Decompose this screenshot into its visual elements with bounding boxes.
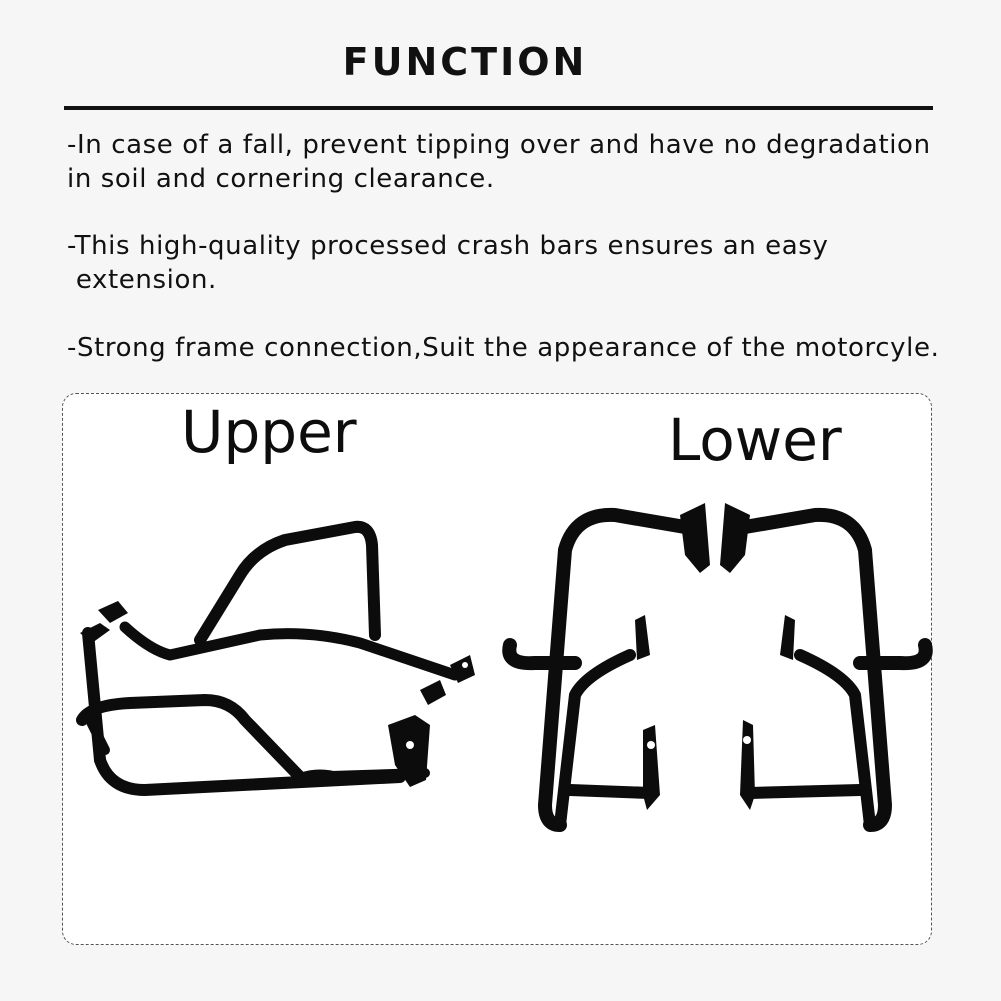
lower-label: Lower	[668, 406, 842, 474]
page-title: FUNCTION	[342, 40, 588, 84]
lower-crash-bar-image	[495, 495, 940, 840]
feature-easy-extension: -This high-quality processed crash bars ensures an easy extension.	[67, 231, 829, 295]
feature-fall-protection: -In case of a fall, prevent tipping over and have no degradation in soil and cornering clearance.	[67, 130, 931, 194]
title-divider	[64, 106, 933, 110]
upper-label: Upper	[181, 398, 357, 466]
feature-frame-connection: -Strong frame connection,Suit the appearance of the motorcyle.	[67, 333, 940, 363]
upper-crash-bar-image	[70, 515, 485, 815]
